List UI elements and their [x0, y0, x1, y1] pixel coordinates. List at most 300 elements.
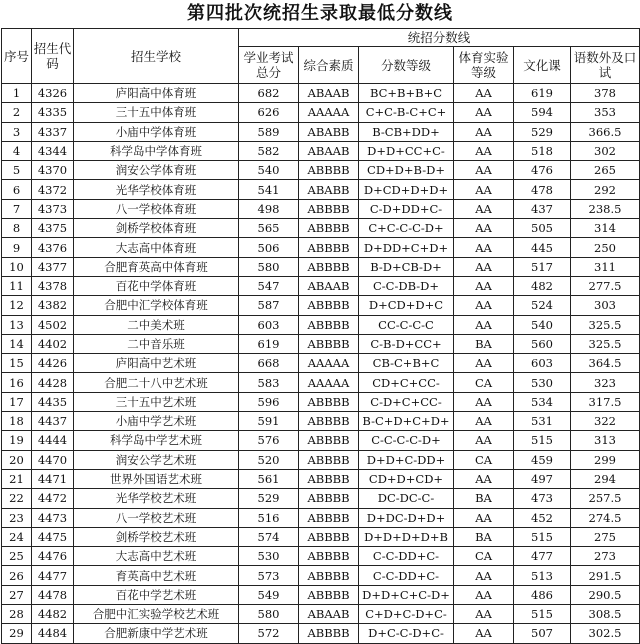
cell-pe-grade: AA [454, 180, 514, 199]
cell-grade: D+D+C+C-D+ [359, 585, 454, 604]
cell-school: 光华学校艺术班 [74, 489, 239, 508]
cell-lang-oral: 325.5 [571, 334, 640, 353]
header-pe-grade: 体育实验等级 [454, 47, 514, 84]
cell-culture: 619 [514, 84, 571, 103]
cell-lang-oral: 353 [571, 103, 640, 122]
table-row [2, 315, 640, 334]
cell-grade: CD+C+CC- [359, 373, 454, 392]
cell-code: 4482 [32, 605, 74, 624]
cell-culture: 594 [514, 103, 571, 122]
table-header [2, 29, 640, 84]
table-row [2, 84, 640, 103]
header-lang-oral: 语数外及口试 [571, 47, 640, 84]
cell-comprehensive: ABAAB [299, 84, 359, 103]
cell-lang-oral: 366.5 [571, 122, 640, 141]
cell-school: 合肥育英高中体育班 [74, 257, 239, 276]
cell-seq: 27 [2, 585, 32, 604]
cell-grade: B-CB+DD+ [359, 122, 454, 141]
cell-pe-grade: AA [454, 624, 514, 643]
cell-school: 小庙中学体育班 [74, 122, 239, 141]
cell-seq: 24 [2, 527, 32, 546]
cell-pe-grade: AA [454, 84, 514, 103]
cell-code: 4437 [32, 412, 74, 431]
cell-culture: 540 [514, 315, 571, 334]
cell-grade: CC-C-C-C [359, 315, 454, 334]
cell-exam-total: 596 [239, 392, 299, 411]
cell-culture: 603 [514, 354, 571, 373]
cell-pe-grade: AA [454, 161, 514, 180]
table-row [2, 219, 640, 238]
cell-pe-grade: AA [454, 392, 514, 411]
cell-pe-grade: CA [454, 450, 514, 469]
cell-exam-total: 529 [239, 489, 299, 508]
cell-seq: 25 [2, 547, 32, 566]
cell-school: 合肥中汇实验学校艺术班 [74, 605, 239, 624]
cell-culture: 517 [514, 257, 571, 276]
cell-exam-total: 668 [239, 354, 299, 373]
cell-lang-oral: 290.5 [571, 585, 640, 604]
cell-comprehensive: ABABB [299, 180, 359, 199]
cell-lang-oral: 257.5 [571, 489, 640, 508]
cell-code: 4344 [32, 141, 74, 160]
cell-exam-total: 540 [239, 161, 299, 180]
cell-lang-oral: 294 [571, 469, 640, 488]
cell-seq: 14 [2, 334, 32, 353]
cell-school: 三十五中艺术班 [74, 392, 239, 411]
cell-culture: 507 [514, 624, 571, 643]
cell-culture: 486 [514, 585, 571, 604]
cell-exam-total: 547 [239, 276, 299, 295]
cell-seq: 26 [2, 566, 32, 585]
cell-exam-total: 573 [239, 566, 299, 585]
cell-culture: 452 [514, 508, 571, 527]
cell-pe-grade: BA [454, 527, 514, 546]
cell-code: 4477 [32, 566, 74, 585]
cell-code: 4478 [32, 585, 74, 604]
cell-pe-grade: AA [454, 141, 514, 160]
cell-grade: B-C+D+C+D+ [359, 412, 454, 431]
cell-exam-total: 530 [239, 547, 299, 566]
cell-seq: 7 [2, 199, 32, 218]
cell-code: 4472 [32, 489, 74, 508]
cell-seq: 9 [2, 238, 32, 257]
cell-comprehensive: ABBBB [299, 199, 359, 218]
cell-exam-total: 587 [239, 296, 299, 315]
cell-pe-grade: AA [454, 315, 514, 334]
cell-lang-oral: 273 [571, 547, 640, 566]
table-row [2, 103, 640, 122]
cell-lang-oral: 292 [571, 180, 640, 199]
table-body [2, 84, 640, 644]
table-row [2, 624, 640, 643]
cell-code: 4372 [32, 180, 74, 199]
cell-school: 世界外国语艺术班 [74, 469, 239, 488]
cell-exam-total: 574 [239, 527, 299, 546]
cell-exam-total: 516 [239, 508, 299, 527]
cell-exam-total: 582 [239, 141, 299, 160]
cell-school: 庐阳高中体育班 [74, 84, 239, 103]
cell-pe-grade: AA [454, 276, 514, 295]
cell-lang-oral: 364.5 [571, 354, 640, 373]
cell-seq: 10 [2, 257, 32, 276]
cell-lang-oral: 265 [571, 161, 640, 180]
cell-culture: 482 [514, 276, 571, 295]
cell-school: 二中美术班 [74, 315, 239, 334]
cell-exam-total: 580 [239, 605, 299, 624]
cell-lang-oral: 378 [571, 84, 640, 103]
cell-seq: 22 [2, 489, 32, 508]
cell-code: 4337 [32, 122, 74, 141]
cell-pe-grade: CA [454, 547, 514, 566]
table-row [2, 122, 640, 141]
cell-school: 剑桥学校体育班 [74, 219, 239, 238]
cell-code: 4435 [32, 392, 74, 411]
cell-school: 八一学校体育班 [74, 199, 239, 218]
cell-comprehensive: ABBBB [299, 489, 359, 508]
cell-seq: 12 [2, 296, 32, 315]
page-title: 第四批次统招生录取最低分数线 [187, 3, 453, 24]
cell-code: 4475 [32, 527, 74, 546]
cell-exam-total: 589 [239, 122, 299, 141]
cell-grade: C-C-DD+C- [359, 547, 454, 566]
cell-school: 庐阳高中艺术班 [74, 354, 239, 373]
cell-comprehensive: ABBBB [299, 624, 359, 643]
cell-culture: 437 [514, 199, 571, 218]
cell-lang-oral: 325.5 [571, 315, 640, 334]
cell-school: 科学岛中学体育班 [74, 141, 239, 160]
cell-grade: D+D+D+D+B [359, 527, 454, 546]
cell-comprehensive: AAAAA [299, 103, 359, 122]
cell-comprehensive: ABBBB [299, 238, 359, 257]
cell-culture: 524 [514, 296, 571, 315]
cell-code: 4484 [32, 624, 74, 643]
cell-code: 4428 [32, 373, 74, 392]
cell-comprehensive: ABBBB [299, 334, 359, 353]
cell-exam-total: 561 [239, 469, 299, 488]
cell-pe-grade: AA [454, 219, 514, 238]
table-row [2, 605, 640, 624]
cell-exam-total: 682 [239, 84, 299, 103]
table-row [2, 238, 640, 257]
cell-pe-grade: AA [454, 103, 514, 122]
cell-seq: 23 [2, 508, 32, 527]
cell-school: 百花中学体育班 [74, 276, 239, 295]
table-row [2, 508, 640, 527]
table-row [2, 450, 640, 469]
cell-code: 4335 [32, 103, 74, 122]
cell-code: 4470 [32, 450, 74, 469]
cell-grade: D+D+C-DD+ [359, 450, 454, 469]
cell-code: 4375 [32, 219, 74, 238]
cell-grade: C+C-C-C-D+ [359, 219, 454, 238]
cell-school: 剑桥学校艺术班 [74, 527, 239, 546]
cell-culture: 473 [514, 489, 571, 508]
cell-culture: 515 [514, 527, 571, 546]
cell-grade: C-C-C-C-D+ [359, 431, 454, 450]
cell-comprehensive: ABBBB [299, 527, 359, 546]
cell-school: 三十五中体育班 [74, 103, 239, 122]
header-exam-total: 学业考试总分 [239, 47, 299, 84]
cell-comprehensive: ABBBB [299, 161, 359, 180]
cell-culture: 459 [514, 450, 571, 469]
cell-culture: 515 [514, 431, 571, 450]
cell-culture: 515 [514, 605, 571, 624]
cell-lang-oral: 313 [571, 431, 640, 450]
cell-pe-grade: AA [454, 199, 514, 218]
cell-school: 润安公学艺术班 [74, 450, 239, 469]
cell-culture: 530 [514, 373, 571, 392]
cell-pe-grade: AA [454, 585, 514, 604]
cell-comprehensive: ABBBB [299, 566, 359, 585]
cell-seq: 15 [2, 354, 32, 373]
table-row [2, 373, 640, 392]
cell-culture: 531 [514, 412, 571, 431]
cell-culture: 513 [514, 566, 571, 585]
cell-culture: 476 [514, 161, 571, 180]
cell-school: 小庙中学艺术班 [74, 412, 239, 431]
table-row [2, 296, 640, 315]
cell-code: 4370 [32, 161, 74, 180]
table-row [2, 527, 640, 546]
cell-lang-oral: 317.5 [571, 392, 640, 411]
cell-code: 4376 [32, 238, 74, 257]
cell-pe-grade: BA [454, 334, 514, 353]
cell-comprehensive: ABBBB [299, 469, 359, 488]
table-row [2, 392, 640, 411]
cell-pe-grade: AA [454, 122, 514, 141]
cell-seq: 28 [2, 605, 32, 624]
cell-comprehensive: ABBBB [299, 296, 359, 315]
cell-comprehensive: ABAAB [299, 141, 359, 160]
cell-lang-oral: 314 [571, 219, 640, 238]
cell-lang-oral: 308.5 [571, 605, 640, 624]
cell-lang-oral: 275 [571, 527, 640, 546]
cell-pe-grade: AA [454, 412, 514, 431]
cell-culture: 497 [514, 469, 571, 488]
cell-pe-grade: AA [454, 354, 514, 373]
cell-school: 百花中学艺术班 [74, 585, 239, 604]
cell-exam-total: 565 [239, 219, 299, 238]
cell-code: 4377 [32, 257, 74, 276]
cell-exam-total: 580 [239, 257, 299, 276]
cell-grade: C-D+C+CC- [359, 392, 454, 411]
table-row [2, 257, 640, 276]
cell-seq: 19 [2, 431, 32, 450]
cell-comprehensive: ABBBB [299, 547, 359, 566]
header-culture: 文化课 [514, 47, 571, 84]
cell-comprehensive: ABBBB [299, 508, 359, 527]
cell-exam-total: 506 [239, 238, 299, 257]
cell-comprehensive: ABBBB [299, 315, 359, 334]
cell-seq: 29 [2, 624, 32, 643]
cell-school: 二中音乐班 [74, 334, 239, 353]
cell-grade: C-C-DD+C- [359, 566, 454, 585]
cell-lang-oral: 250 [571, 238, 640, 257]
table-row [2, 354, 640, 373]
cell-culture: 477 [514, 547, 571, 566]
cell-grade: D+CD+D+D+ [359, 180, 454, 199]
cell-comprehensive: ABAAB [299, 276, 359, 295]
cell-comprehensive: ABAAB [299, 605, 359, 624]
cell-comprehensive: ABABB [299, 122, 359, 141]
cell-seq: 2 [2, 103, 32, 122]
header-grade: 分数等级 [359, 47, 454, 84]
cell-lang-oral: 302.5 [571, 624, 640, 643]
cell-code: 4476 [32, 547, 74, 566]
cell-code: 4326 [32, 84, 74, 103]
cell-comprehensive: ABBBB [299, 257, 359, 276]
cell-code: 4444 [32, 431, 74, 450]
cell-seq: 21 [2, 469, 32, 488]
cell-exam-total: 591 [239, 412, 299, 431]
cell-code: 4402 [32, 334, 74, 353]
cell-code: 4473 [32, 508, 74, 527]
cell-culture: 445 [514, 238, 571, 257]
cell-school: 光华学校体育班 [74, 180, 239, 199]
table-row [2, 412, 640, 431]
cell-grade: D+DC-D+D+ [359, 508, 454, 527]
cell-lang-oral: 277.5 [571, 276, 640, 295]
table-row [2, 547, 640, 566]
score-table [1, 28, 640, 644]
cell-exam-total: 576 [239, 431, 299, 450]
cell-lang-oral: 299 [571, 450, 640, 469]
cell-exam-total: 572 [239, 624, 299, 643]
table-row [2, 161, 640, 180]
cell-lang-oral: 303 [571, 296, 640, 315]
cell-culture: 505 [514, 219, 571, 238]
cell-grade: CD+D+CD+ [359, 469, 454, 488]
cell-school: 合肥新康中学艺术班 [74, 624, 239, 643]
cell-exam-total: 583 [239, 373, 299, 392]
cell-comprehensive: AAAAA [299, 373, 359, 392]
header-group: 统招分数线 [239, 29, 640, 47]
cell-school: 科学岛中学艺术班 [74, 431, 239, 450]
cell-seq: 3 [2, 122, 32, 141]
cell-code: 4471 [32, 469, 74, 488]
cell-school: 合肥中汇学校体育班 [74, 296, 239, 315]
cell-code: 4373 [32, 199, 74, 218]
cell-exam-total: 541 [239, 180, 299, 199]
cell-lang-oral: 238.5 [571, 199, 640, 218]
cell-culture: 478 [514, 180, 571, 199]
cell-code: 4378 [32, 276, 74, 295]
cell-grade: D+DD+C+D+ [359, 238, 454, 257]
cell-lang-oral: 323 [571, 373, 640, 392]
cell-seq: 20 [2, 450, 32, 469]
cell-comprehensive: ABBBB [299, 585, 359, 604]
cell-grade: C+D+C-D+C- [359, 605, 454, 624]
cell-seq: 13 [2, 315, 32, 334]
header-school: 招生学校 [74, 29, 239, 84]
cell-seq: 6 [2, 180, 32, 199]
cell-comprehensive: ABBBB [299, 450, 359, 469]
cell-seq: 4 [2, 141, 32, 160]
table-row [2, 489, 640, 508]
cell-pe-grade: CA [454, 373, 514, 392]
table-row [2, 180, 640, 199]
cell-seq: 16 [2, 373, 32, 392]
cell-comprehensive: ABBBB [299, 392, 359, 411]
cell-grade: C-D+DD+C- [359, 199, 454, 218]
cell-exam-total: 603 [239, 315, 299, 334]
cell-code: 4502 [32, 315, 74, 334]
cell-pe-grade: AA [454, 257, 514, 276]
cell-school: 大志高中体育班 [74, 238, 239, 257]
cell-exam-total: 520 [239, 450, 299, 469]
table-row [2, 566, 640, 585]
cell-grade: C+C-B-C+C+ [359, 103, 454, 122]
cell-culture: 560 [514, 334, 571, 353]
cell-school: 润安公学体育班 [74, 161, 239, 180]
cell-lang-oral: 322 [571, 412, 640, 431]
cell-grade: CD+D+B-D+ [359, 161, 454, 180]
cell-grade: CB-C+B+C [359, 354, 454, 373]
cell-grade: C-C-DB-D+ [359, 276, 454, 295]
cell-comprehensive: ABBBB [299, 431, 359, 450]
cell-pe-grade: AA [454, 566, 514, 585]
cell-code: 4382 [32, 296, 74, 315]
header-code: 招生代码 [32, 29, 74, 84]
cell-grade: BC+B+B+C [359, 84, 454, 103]
table-row [2, 334, 640, 353]
cell-exam-total: 549 [239, 585, 299, 604]
table-row [2, 431, 640, 450]
header-seq: 序号 [2, 29, 32, 84]
cell-exam-total: 626 [239, 103, 299, 122]
cell-pe-grade: AA [454, 508, 514, 527]
cell-pe-grade: BA [454, 489, 514, 508]
cell-seq: 8 [2, 219, 32, 238]
cell-grade: B-D+CB-D+ [359, 257, 454, 276]
cell-school: 合肥二十八中艺术班 [74, 373, 239, 392]
cell-exam-total: 619 [239, 334, 299, 353]
table-row [2, 469, 640, 488]
table-row [2, 199, 640, 218]
cell-lang-oral: 302 [571, 141, 640, 160]
cell-pe-grade: AA [454, 431, 514, 450]
cell-code: 4426 [32, 354, 74, 373]
cell-grade: D+D+CC+C- [359, 141, 454, 160]
cell-lang-oral: 291.5 [571, 566, 640, 585]
header-comprehensive: 综合素质 [299, 47, 359, 84]
cell-grade: DC-DC-C- [359, 489, 454, 508]
cell-lang-oral: 274.5 [571, 508, 640, 527]
cell-grade: D+CD+D+C [359, 296, 454, 315]
cell-grade: C-B-D+CC+ [359, 334, 454, 353]
table-row [2, 585, 640, 604]
cell-lang-oral: 311 [571, 257, 640, 276]
cell-culture: 529 [514, 122, 571, 141]
table-row [2, 141, 640, 160]
cell-culture: 518 [514, 141, 571, 160]
cell-comprehensive: AAAAA [299, 354, 359, 373]
cell-seq: 18 [2, 412, 32, 431]
table-row [2, 276, 640, 295]
cell-exam-total: 498 [239, 199, 299, 218]
cell-pe-grade: AA [454, 296, 514, 315]
cell-culture: 534 [514, 392, 571, 411]
cell-grade: D+C-C-D+C- [359, 624, 454, 643]
cell-pe-grade: AA [454, 469, 514, 488]
cell-school: 育英高中艺术班 [74, 566, 239, 585]
cell-seq: 17 [2, 392, 32, 411]
cell-comprehensive: ABBBB [299, 412, 359, 431]
cell-comprehensive: ABBBB [299, 219, 359, 238]
cell-seq: 11 [2, 276, 32, 295]
cell-seq: 1 [2, 84, 32, 103]
cell-school: 大志高中艺术班 [74, 547, 239, 566]
